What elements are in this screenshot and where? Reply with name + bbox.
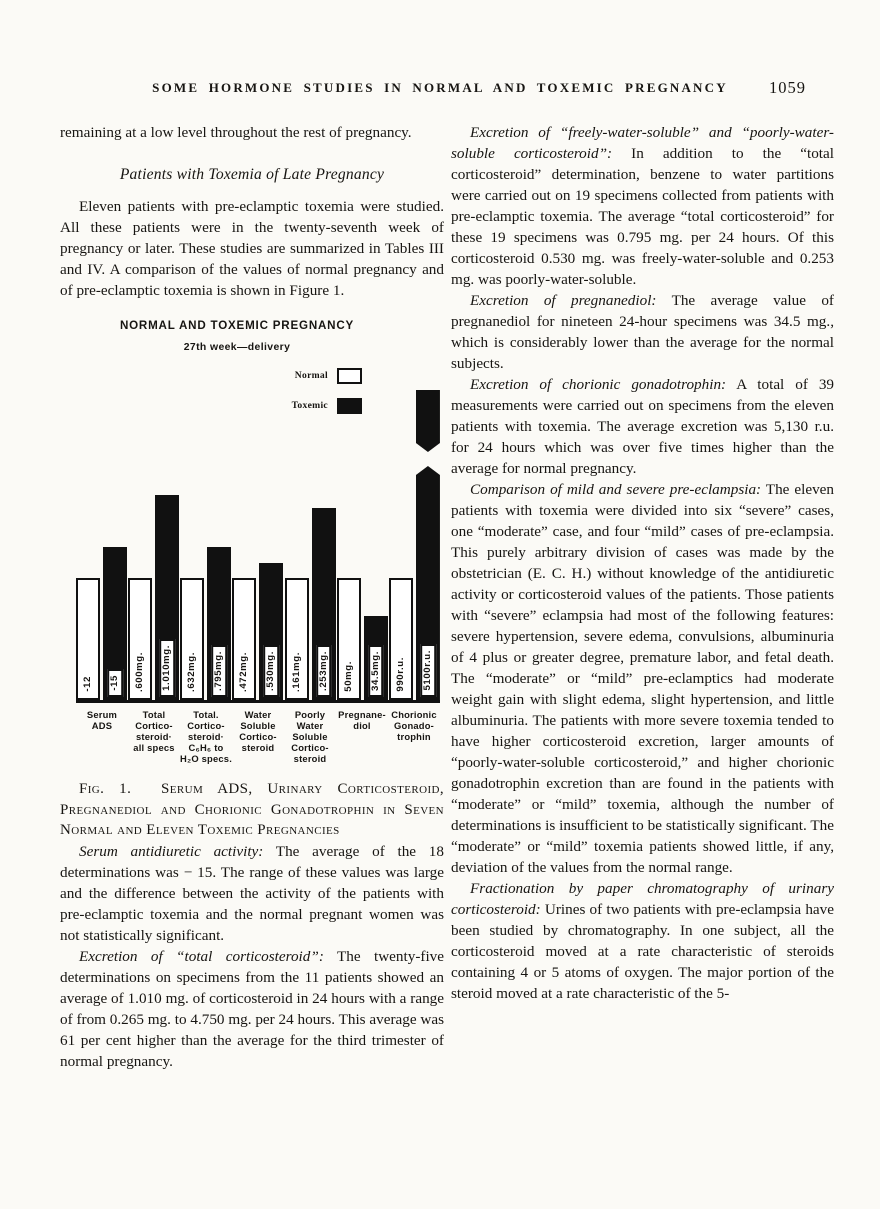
- running-title: SOME HORMONE STUDIES IN NORMAL AND TOXEMIC PREGNANCY: [152, 80, 728, 95]
- paragraph-lead: Comparison of mild and severe pre-eclampsia:: [470, 481, 762, 498]
- normal-bar-value-label: -12: [82, 676, 94, 692]
- paragraph: Eleven patients with pre-eclamptic toxemia were studied. All these patients were in the twenty-seventh week of pregnancy or later. These studies are summarized in Tables III and IV. A comparison of the values of normal pregnancy and of pre-eclamptic toxemia is shown in Figure 1.: [60, 198, 444, 299]
- figure-chart: [60, 361, 444, 703]
- toxemic-bar-value-box: [420, 644, 436, 697]
- category-label-line: Total.: [193, 709, 219, 720]
- bar-group-1: [128, 495, 179, 700]
- category-label-line: Cortico-: [135, 720, 173, 731]
- running-head: [60, 80, 820, 102]
- figure-caption: [60, 779, 444, 841]
- paragraph: [60, 841, 444, 946]
- paragraph-body: A total of 39 measurements were carried out on specimens from the eleven patients with toxemia. The average excretion was 5,130 r.u. for 24 hours which was over five times higher than the average for normal pregnancy.: [451, 376, 835, 477]
- bar-group-6: [389, 390, 440, 700]
- category-label-line: Chorionic: [391, 709, 437, 720]
- paragraph-lead: Serum antidiuretic activity:: [79, 842, 264, 860]
- legend-row-normal: [292, 365, 362, 386]
- category-label: [128, 709, 180, 764]
- paragraph-body: In addition to the “total corticosteroid” determination, benzene to water partitions were carried out on 19 specimens collected from patients with pre-eclamptic toxemia. The average “total corticosteroid” for these 19 specimens was 0.795 mg. per 24 hours. Of this corticosteroid 0.530 mg. was freely-water-soluble and 0.253 mg. was poorly-water-soluble.: [451, 145, 834, 288]
- toxemic-bar-value-label: .253mg.: [317, 651, 329, 691]
- figure-caption-text: [131, 781, 161, 797]
- normal-bar-value-label: .161mg.: [290, 652, 302, 692]
- paragraph: [60, 946, 444, 1072]
- category-label-line: ADS: [91, 720, 113, 731]
- bar-group-0: [76, 547, 127, 700]
- toxemic-bar: [416, 390, 440, 700]
- toxemic-bar: [259, 563, 283, 700]
- normal-bar: [285, 578, 309, 700]
- legend-swatch-toxemic: [337, 398, 362, 414]
- normal-bar: [232, 578, 256, 700]
- category-label: [232, 709, 284, 764]
- paragraph-body: The eleven patients with toxemia were divided into six “severe” cases, one “moderate” case, and four “mild” cases of pre-eclampsia. This purely arbitrary division of cases was made by the obstetrician (E. C. H.) without knowledge of the antidiuretic activity or corticosteroid values of the patients. Those patients with “severe” eclampsia had most of the following features: severe hypertension, severe edema, convulsions, albuminuria of 4 plus or greater degree, premature labor, and fetal death. The “moderate” or “mild” pre-eclamptics had moderate weight gain with slight edema, slight hypertension, and little albuminuria. The patients with more severe toxemia tended to have higher corticosteroid excretion, larger amounts of “poorly-water-soluble corticosteroid,” and higher chorionic gonadotrophin excretion than are found in the patients with “moderate” or “mild” toxemia, although the number of determinations is insufficient to be statistically significant. The “moderate” or “mild” toxemia patients showed little, if any, deviation of the values from the normal range.: [451, 481, 834, 876]
- toxemic-bar-value-box: [212, 645, 228, 697]
- bar-group-4: [285, 508, 336, 700]
- category-label-line: Gonado-: [394, 720, 434, 731]
- toxemic-bar-value-label: .530mg.: [265, 651, 277, 691]
- paragraph-body: Urines of two patients with pre-eclampsia have been studied by chromatography. In one subject, all the corticosteroid moved at a rate characteristic of steroids containing 4 or 5 atoms of oxygen. The major portion of the steroid moved at a rate characteristic of the 5-: [451, 901, 834, 1002]
- page-number: 1059: [769, 78, 806, 97]
- legend-label-toxemic: Toxemic: [291, 400, 328, 411]
- section-heading: Patients with Toxemia of Late Pregnancy: [119, 166, 385, 183]
- category-label: [76, 709, 128, 764]
- figure-caption-label: Fig. 1.: [79, 781, 132, 797]
- normal-bar: [389, 578, 413, 700]
- category-label-line: trophin: [397, 731, 431, 742]
- legend-row-toxemic: [292, 395, 362, 416]
- toxemic-bar: [207, 547, 231, 700]
- paragraph: [451, 374, 834, 479]
- toxemic-bar-value-label: .795mg.: [213, 651, 225, 691]
- category-label-line: Cortico-: [239, 731, 277, 742]
- normal-bar-value-label: .632mg.: [186, 652, 198, 692]
- toxemic-bar-value-label: -15: [109, 675, 121, 691]
- paragraph: [451, 878, 834, 1004]
- left-column: [60, 122, 444, 1072]
- normal-bar: [128, 578, 152, 700]
- toxemic-bar-value-box: [107, 669, 123, 697]
- normal-bar-value-label: .600mg.: [134, 652, 146, 692]
- normal-bar: [337, 578, 361, 700]
- paragraph-lead: Excretion of chorionic gonadotrophin:: [470, 376, 727, 393]
- category-label-line: steroid·: [136, 731, 172, 742]
- category-label: [388, 709, 440, 764]
- paragraph-lead: Fractionation by paper chromatography of urinary corticosteroid:: [451, 880, 834, 918]
- toxemic-bar: [312, 508, 336, 700]
- normal-bar-value-label: 50mg.: [342, 661, 354, 692]
- toxemic-bar: [103, 547, 127, 700]
- category-label-line: H₂O specs.: [180, 753, 233, 764]
- category-label-line: steroid: [293, 753, 327, 764]
- category-label-line: C₆H₆ to: [188, 742, 224, 753]
- paragraph-lead: Excretion of pregnanediol:: [470, 292, 657, 309]
- toxemic-bar-value-box: [159, 639, 175, 697]
- category-label-line: steroid·: [188, 731, 224, 742]
- toxemic-bar-value-label: 1.010mg.: [161, 645, 173, 691]
- toxemic-bar-value-label: 5100r.u.: [422, 650, 434, 691]
- bar-group-3: [232, 563, 283, 700]
- category-label-line: Poorly: [294, 709, 326, 720]
- paragraph: remaining at a low level throughout the rest of pregnancy.: [60, 124, 412, 141]
- paragraph-lead: Excretion of “freely-water-soluble” and “poorly-water-soluble corticosteroid”:: [451, 124, 834, 162]
- category-label-line: Water: [244, 709, 272, 720]
- normal-bar: [180, 578, 204, 700]
- category-label-line: Serum: [86, 709, 118, 720]
- figure-category-labels: [76, 709, 444, 764]
- figure-1: [60, 315, 444, 764]
- paragraph-body: The average value of pregnanediol for nineteen 24-hour specimens was 34.5 mg., which is considerably lower than the average for the normal subjects.: [451, 292, 834, 372]
- toxemic-bar-value-box: [368, 645, 384, 697]
- toxemic-bar: [155, 495, 179, 700]
- figure-caption-body: Serum ADS, Urinary Corticosteroid, Pregnanediol and Chorionic Gonadotrophin in Seven Normal and Eleven Toxemic Pregnancies: [60, 781, 444, 838]
- bar-group-2: [180, 547, 231, 700]
- category-label-line: Soluble: [292, 731, 328, 742]
- category-label-line: Cortico-: [291, 742, 329, 753]
- category-label-line: steroid: [241, 742, 275, 753]
- category-label: [284, 709, 336, 764]
- paragraph-body: The average of the 18 determinations was − 15. The range of these values was large and the difference between the activity of the patients with pre-eclamptic toxemia and the normal pregnant women was not statistically significant.: [60, 842, 444, 944]
- category-label-line: Cortico-: [187, 720, 225, 731]
- category-label: [180, 709, 232, 764]
- category-label-line: Total: [142, 709, 166, 720]
- toxemic-bar-value-label: 34.5mg.: [369, 651, 381, 691]
- paragraph: [451, 122, 834, 290]
- broken-bar-top-segment: [416, 390, 440, 452]
- toxemic-bar: [364, 616, 388, 700]
- right-column: [451, 122, 834, 1004]
- legend-label-normal: Normal: [294, 370, 328, 381]
- toxemic-bar-value-box: [316, 645, 332, 697]
- paragraph: [451, 479, 834, 878]
- figure-legend: [292, 365, 362, 425]
- paragraph-lead: Excretion of “total corticosteroid”:: [79, 947, 324, 965]
- category-label-line: Water: [296, 720, 324, 731]
- paragraph-body: The twenty-five determinations on specimens from the 11 patients showed an average of 1.010 mg. of corticosteroid in 24 hours with a range of from 0.265 mg. to 4.750 mg. per 24 hours. This average was 61 per cent higher than the average for the third trimester of normal pregnancy.: [60, 947, 445, 1070]
- bar-group-5: [337, 578, 388, 700]
- category-label-line: all specs: [133, 742, 175, 753]
- normal-bar: [76, 578, 100, 700]
- category-label-line: diol: [353, 720, 371, 731]
- figure-subtitle: 27th week—delivery: [183, 342, 291, 353]
- paragraph: [451, 290, 834, 374]
- toxemic-bar-value-box: [264, 645, 280, 697]
- normal-bar-value-label: 990r.u.: [395, 657, 407, 692]
- category-label-line: Soluble: [240, 720, 276, 731]
- category-label-line: Pregnane-: [338, 709, 386, 720]
- category-label: [336, 709, 388, 764]
- figure-plot: [76, 387, 440, 703]
- legend-swatch-normal: [337, 368, 362, 384]
- figure-title: NORMAL AND TOXEMIC PREGNANCY: [119, 319, 355, 332]
- normal-bar-value-label: .472mg.: [238, 652, 250, 692]
